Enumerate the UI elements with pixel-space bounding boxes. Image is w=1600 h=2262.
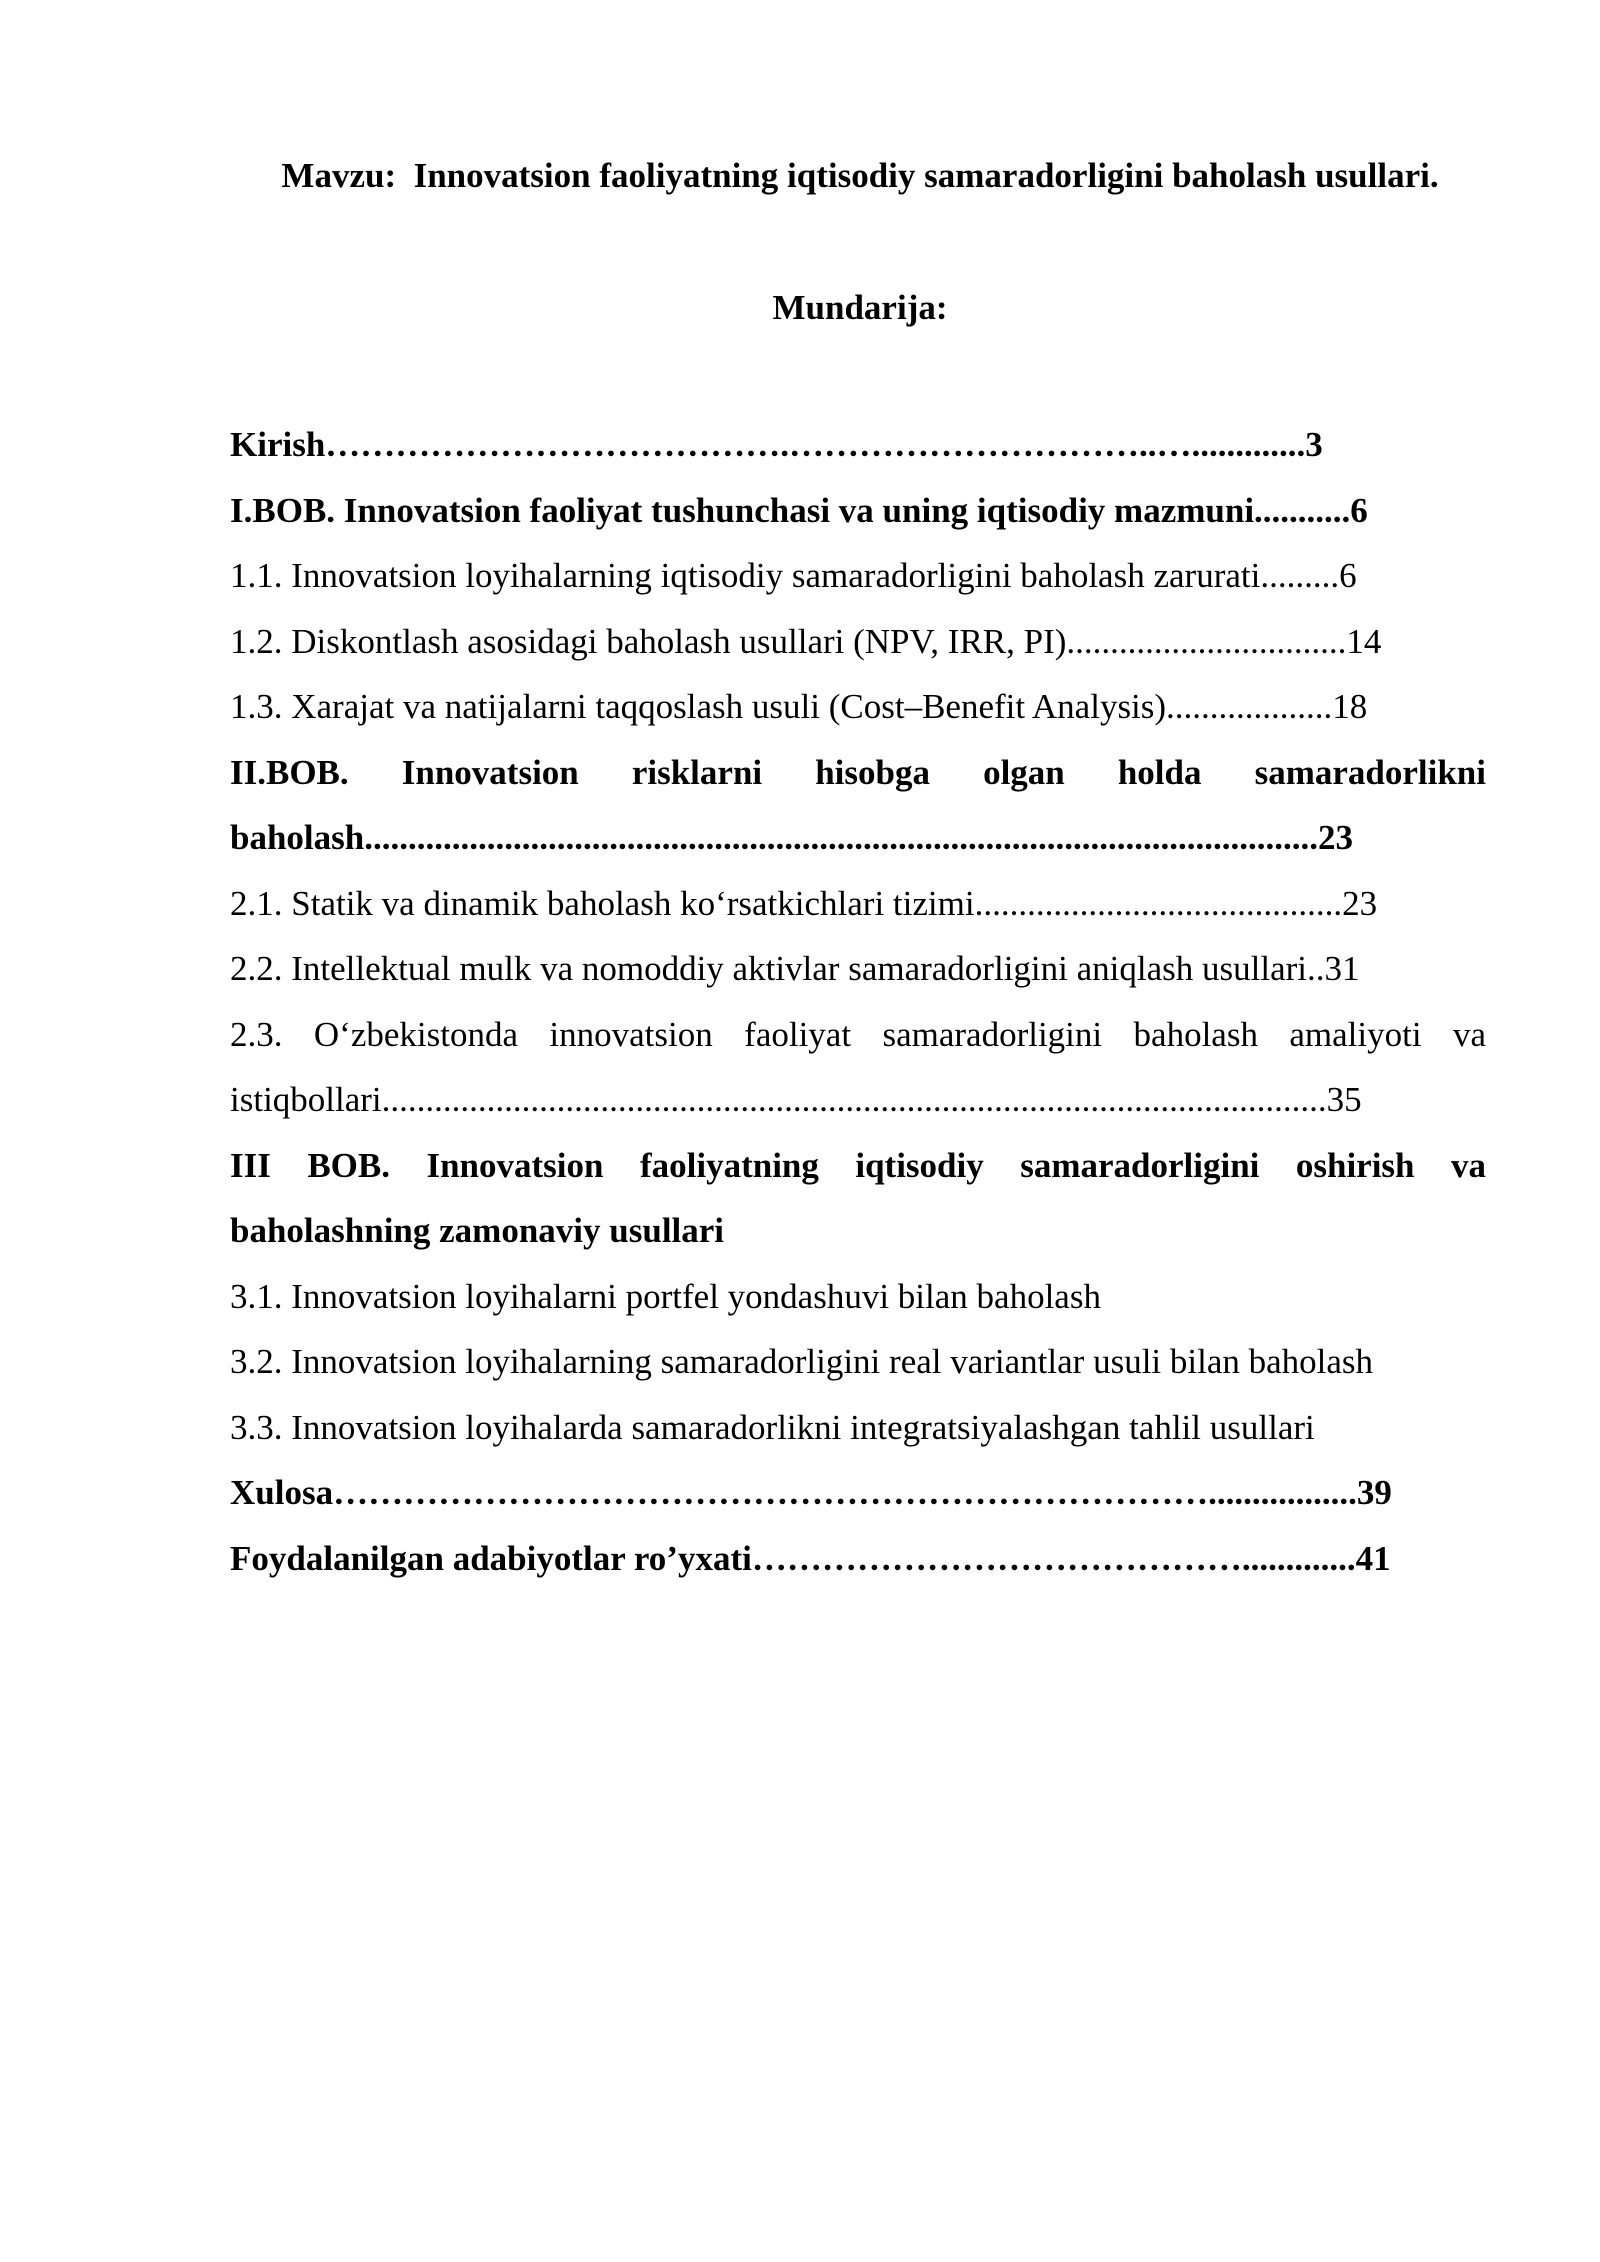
document-title: Mavzu: Innovatsion faoliyatning iqtisodiy samaradorligini baholash usullari. <box>281 156 1439 195</box>
toc-entry: baholash.............................................................................................................23 <box>230 818 1353 857</box>
toc-entry: III BOB. Innovatsion faoliyatning iqtisodiy samaradorligini oshirish va <box>230 1145 1486 1185</box>
toc-entry: istiqbollari............................................................................................................35 <box>230 1080 1362 1119</box>
toc-entry: Kirish………………………………….…………………………..….............3 <box>230 425 1323 464</box>
toc-entry: 1.1. Innovatsion loyihalarning iqtisodiy samaradorligini baholash zarurati.........6 <box>230 556 1357 595</box>
toc-entry: I.BOB. Innovatsion faoliyat tushunchasi va uning iqtisodiy mazmuni...........6 <box>230 490 1368 530</box>
toc-entry: 1.3. Xarajat va natijalarni taqqoslash usuli (Cost–Benefit Analysis)...................18 <box>230 687 1368 726</box>
toc-entry: Xulosa………………………………………………………………….................39 <box>230 1473 1392 1512</box>
toc-entry: II.BOB. Innovatsion risklarni hisobga olgan holda samaradorlikni <box>230 752 1486 792</box>
toc-entry: 2.2. Intellektual mulk va nomoddiy aktivlar samaradorligini aniqlash usullari..31 <box>230 949 1360 988</box>
toc-entry: baholashning zamonaviy usullari <box>230 1211 725 1250</box>
toc-entry: 1.2. Diskontlash asosidagi baholash usullari (NPV, IRR, PI)................................14 <box>230 621 1382 661</box>
toc-entry: 2.1. Statik va dinamik baholash koʻrsatkichlari tizimi..........................................23 <box>230 883 1378 923</box>
table-of-contents <box>230 412 1486 1591</box>
toc-entry: 3.2. Innovatsion loyihalarning samaradorligini real variantlar usuli bilan baholash <box>230 1342 1374 1381</box>
toc-entry: 3.3. Innovatsion loyihalarda samaradorlikni integratsiyalashgan tahlil usullari <box>230 1407 1315 1447</box>
toc-heading: Mundarija: <box>772 288 948 327</box>
toc-entry: 2.3. Oʻzbekistonda innovatsion faoliyat samaradorligini baholash amaliyoti va <box>230 1014 1486 1054</box>
toc-entry: 3.1. Innovatsion loyihalarni portfel yondashuvi bilan baholash <box>230 1276 1101 1316</box>
toc-entry: Foydalanilgan adabiyotlar ro’yxati…………………………………….............41 <box>230 1538 1391 1578</box>
